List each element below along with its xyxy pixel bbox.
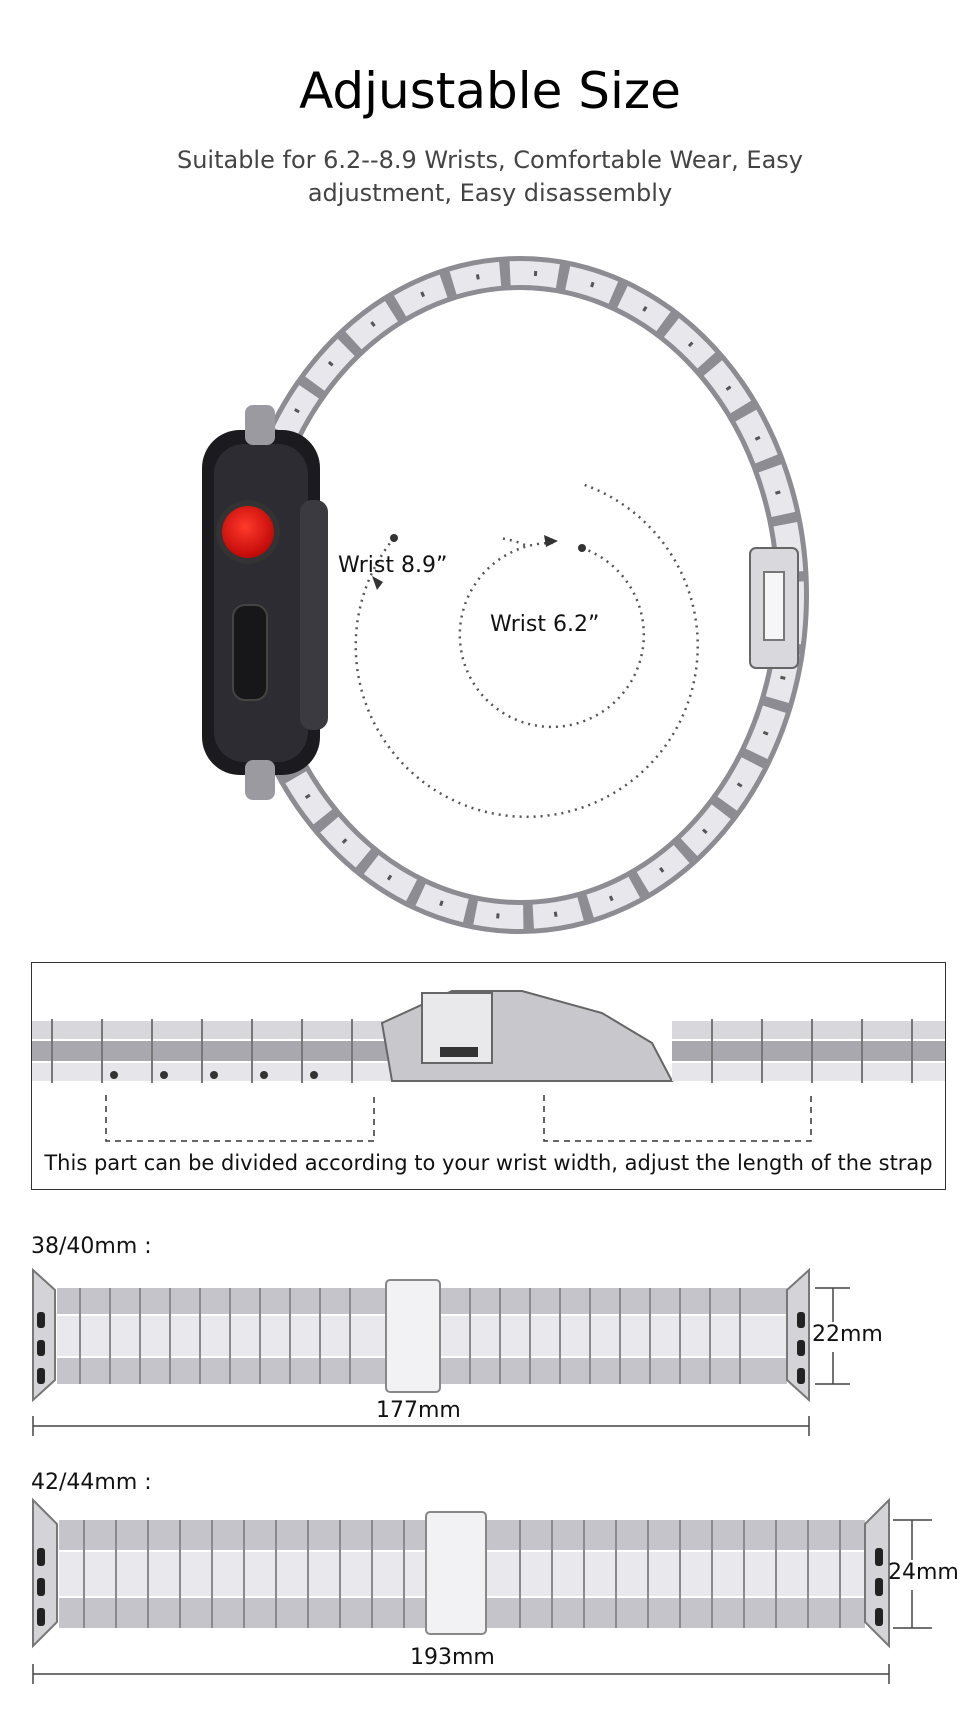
band-38-40 bbox=[0, 1260, 980, 1460]
size-2-length: 193mm bbox=[410, 1645, 495, 1670]
adjust-bracket-left bbox=[106, 1095, 374, 1141]
wrist-large-circle bbox=[356, 484, 698, 817]
size-1-name: 38/40mm : bbox=[31, 1234, 152, 1259]
wrist-small-label: Wrist 6.2” bbox=[490, 612, 600, 637]
adjust-bracket-right bbox=[544, 1095, 811, 1141]
size-2-name: 42/44mm : bbox=[31, 1470, 152, 1495]
adjust-box bbox=[31, 962, 946, 1190]
wrist-large-label: Wrist 8.9” bbox=[338, 553, 448, 578]
size-1-length: 177mm bbox=[376, 1398, 461, 1423]
size-2-width: 24mm bbox=[888, 1560, 959, 1585]
page-subtitle: Suitable for 6.2--8.9 Wrists, Comfortable Wear, Easy adjustment, Easy disassembly bbox=[176, 146, 804, 207]
band-42-44 bbox=[0, 1490, 980, 1710]
size-1-width: 22mm bbox=[812, 1322, 883, 1347]
adjust-note: This part can be divided according to your wrist width, adjust the length of the strap bbox=[44, 1151, 933, 1175]
page-title: Adjustable Size bbox=[299, 62, 681, 120]
side-button bbox=[233, 605, 267, 700]
